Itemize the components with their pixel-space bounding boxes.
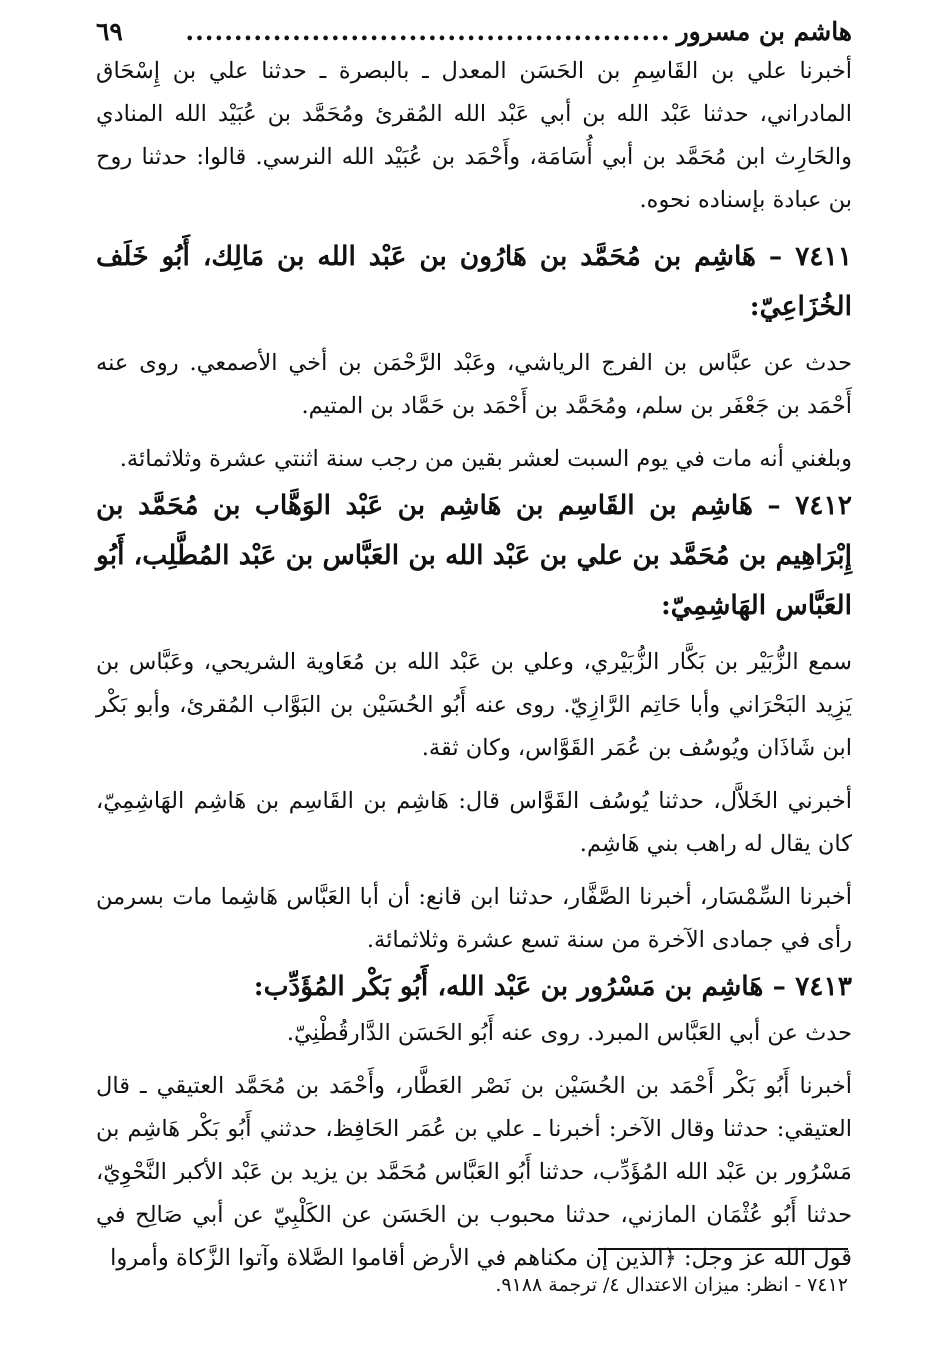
- footnote-divider: [598, 1248, 848, 1250]
- entry-title-7413: ٧٤١٣ – هَاشِم بن مَسْرُور بن عَبْد الله، أَبُو بَكْر المُؤَدِّب:: [253, 971, 852, 1002]
- header-dots: ..................................................: [185, 17, 671, 46]
- paragraph-7: حدث عن أبي العَبَّاس المبرد. روى عنه أَبُو الحَسَن الدَّارقُطْنِيّ.: [286, 1020, 852, 1046]
- paragraph-4: سمع الزُّبَيْر بن بَكَّار الزُّبَيْري، وعلي بن عَبْد الله بن مُعَاوية الشريحي، وعَبَّاس بن يَزِيد البَحْرَاني وأبا حَاتِم الرَّازِيّ. روى عنه أَبُو الحُسَيْن بن البَوَّاب المُقرئ، وأبو بَكْر ابن شَاذَان ويُوسُف بن عُمَر القَوَّاس، وكان ثقة.: [96, 649, 852, 761]
- running-title: هاشم بن مسرور: [676, 17, 852, 46]
- entry-title-7412: ٧٤١٢ – هَاشِم بن القَاسِم بن هَاشِم بن عَبْد الوَهَّاب بن مُحَمَّد بن إِبْرَاهِيم بن مُحَمَّد بن علي بن عَبْد الله بن العَبَّاس بن عَبْد المُطَّلِب، أَبُو العَبَّاس الهَاشِمِيّ:: [96, 490, 852, 621]
- paragraph-5: أخبرني الخَلاَّل، حدثنا يُوسُف القَوَّاس قال: هَاشِم بن القَاسِم بن هَاشِم الهَاشِمِيّ، كان يقال له راهب بني هَاشِم.: [96, 788, 852, 857]
- paragraph-1: أخبرنا علي بن القَاسِمِ بن الحَسَن المعدل ـ بالبصرة ـ حدثنا علي بن إِسْحَاق المادراني، حدثنا عَبْد الله بن أبي عَبْد الله المُقرئ ومُحَمَّد بن عُبَيْد الله المنادي والحَارِث ابن مُحَمَّد بن أبي أُسَامَة، وأَحْمَد بن عُبَيْد الله النرسي. قالوا: حدثنا روح بن عبادة بإسناده نحوه.: [96, 58, 852, 213]
- paragraph-6: أخبرنا السِّمْسَار، أخبرنا الصَّفَّار، حدثنا ابن قانع: أن أبا العَبَّاس هَاشِما مات بسرمن رأى في جمادى الآخرة من سنة تسع عشرة وثلاثمائة.: [96, 884, 852, 953]
- paragraph-8: أخبرنا أَبُو بَكْر أَحْمَد بن الحُسَيْن بن نَصْر العَطَّار، وأَحْمَد بن مُحَمَّد العتيقي ـ قال العتيقي: حدثنا وقال الآخر: أخبرنا ـ علي بن عُمَر الحَافِظ، حدثني أَبُو بَكْر هَاشِم بن مَسْرُور بن عَبْد الله المُؤَدِّب، حدثنا أَبُو العَبَّاس مُحَمَّد بن يزيد بن عَبْد الأكبر النَّحْوِيّ، حدثنا أَبُو عُثْمَان المازني، حدثنا محبوب بن الحَسَن عن الكَلْبِيّ عن أبي صَالِح في قول الله عز وجل: ﴿الذين إن مكناهم في الأرض أقاموا الصَّلاة وآتوا الزَّكاة وأمروا: [96, 1073, 852, 1271]
- paragraph-2: حدث عن عبَّاس بن الفرج الرياشي، وعَبْد الرَّحْمَن بن أخي الأصمعي. روى عنه أَحْمَد بن جَعْفَر بن سلم، ومُحَمَّد بن أَحْمَد بن حَمَّاد بن المتيم.: [96, 350, 852, 419]
- entry-title-7411: ٧٤١١ – هَاشِم بن مُحَمَّد بن هَارُون بن عَبْد الله بن مَالِك، أَبُو خَلَف الخُزَاعِيّ:: [96, 241, 852, 322]
- page-number: ٦٩: [96, 17, 123, 46]
- footnote: ٧٤١٢ - انظر: ميزان الاعتدال ٤/ ترجمة ٩١٨٨.: [495, 1274, 848, 1296]
- page-header: [96, 14, 852, 50]
- paragraph-3: وبلغني أنه مات في يوم السبت لعشر بقين من رجب سنة اثنتي عشرة وثلاثمائة.: [119, 446, 852, 472]
